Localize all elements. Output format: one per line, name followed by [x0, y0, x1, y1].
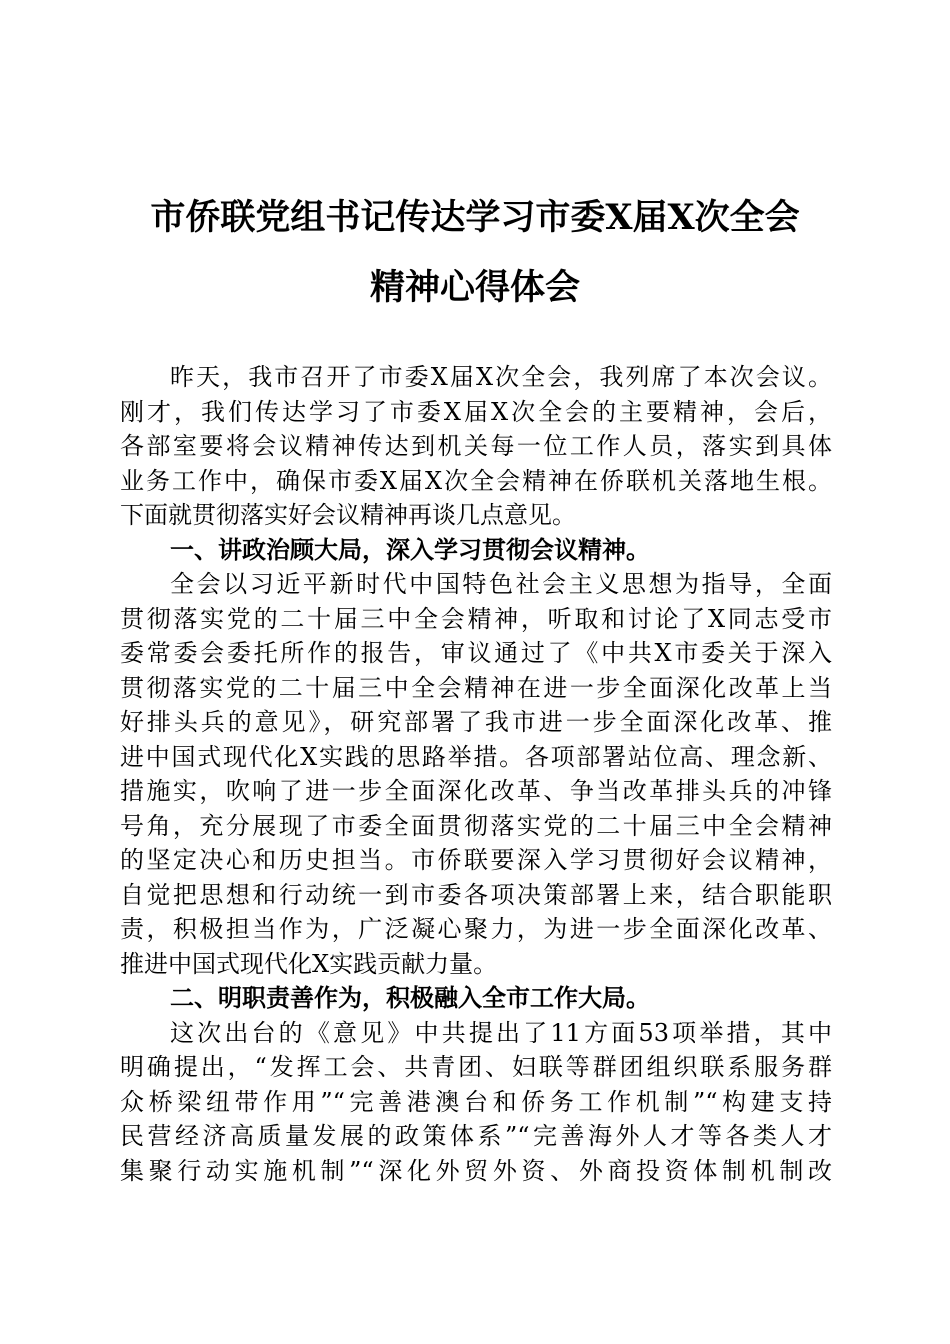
paragraph-2-line: 自觉把思想和行动统一到市委各项决策部署上来，结合职能职 [120, 880, 832, 909]
paragraph-3-line: 众桥梁纽带作用”“完善港澳台和侨务工作机制”“构建支持 [120, 1087, 832, 1116]
paragraph-2-line: 责，积极担当作为，广泛凝心聚力，为进一步全面深化改革、 [120, 915, 832, 943]
paragraph-2-line: 委常委会委托所作的报告，审议通过了《中共X市委关于深入 [120, 639, 832, 667]
paragraph-3-line: 这次出台的《意见》中共提出了11方面53项举措，其中 [170, 1018, 832, 1047]
paragraph-2-line: 推进中国式现代化X实践贡献力量。 [120, 949, 498, 978]
paragraph-1-line: 刚才，我们传达学习了市委X届X次全会的主要精神，会后， [120, 397, 832, 426]
paragraph-2-line: 的坚定决心和历史担当。市侨联要深入学习贯彻好会议精神， [120, 846, 832, 874]
paragraph-2-line: 措施实，吹响了进一步全面深化改革、争当改革排头兵的冲锋 [120, 777, 832, 805]
paragraph-2-line: 贯彻落实党的二十届三中全会精神，听取和讨论了X同志受市 [120, 604, 832, 633]
paragraph-2-line: 贯彻落实党的二十届三中全会精神在进一步全面深化改革上当 [120, 673, 832, 702]
paragraph-3-line: 民营经济高质量发展的政策体系”“完善海外人才等各类人才 [120, 1122, 832, 1150]
paragraph-1-line: 昨天，我市召开了市委X届X次全会，我列席了本次会议。 [170, 363, 832, 391]
paragraph-3-line: 明确提出，“发挥工会、共青团、妇联等群团组织联系服务群 [120, 1053, 832, 1081]
section-heading-1: 一、讲政治顾大局，深入学习贯彻会议精神。 [170, 535, 650, 564]
paragraph-1-line: 下面就贯彻落实好会议精神再谈几点意见。 [120, 501, 576, 529]
paragraph-2-line: 进中国式现代化X实践的思路举措。各项部署站位高、理念新、 [120, 742, 832, 771]
document-title-line-2: 精神心得体会 [369, 267, 580, 308]
paragraph-1-line: 各部室要将会议精神传达到机关每一位工作人员，落实到具体 [120, 432, 832, 460]
document-title-line-1: 市侨联党组书记传达学习市委X届X次全会 [150, 197, 800, 238]
paragraph-1-line: 业务工作中，确保市委X届X次全会精神在侨联机关落地生根。 [120, 466, 832, 495]
paragraph-2-line: 好排头兵的意见》，研究部署了我市进一步全面深化改革、推 [120, 708, 832, 736]
paragraph-2-line: 号角，充分展现了市委全面贯彻落实党的二十届三中全会精神 [120, 811, 832, 840]
paragraph-2-line: 全会以习近平新时代中国特色社会主义思想为指导，全面 [170, 570, 832, 598]
section-heading-2: 二、明职责善作为，积极融入全市工作大局。 [170, 984, 650, 1012]
paragraph-3-line: 集聚行动实施机制”“深化外贸外资、外商投资体制机制改 [120, 1156, 832, 1185]
document-body [120, 360, 832, 1188]
